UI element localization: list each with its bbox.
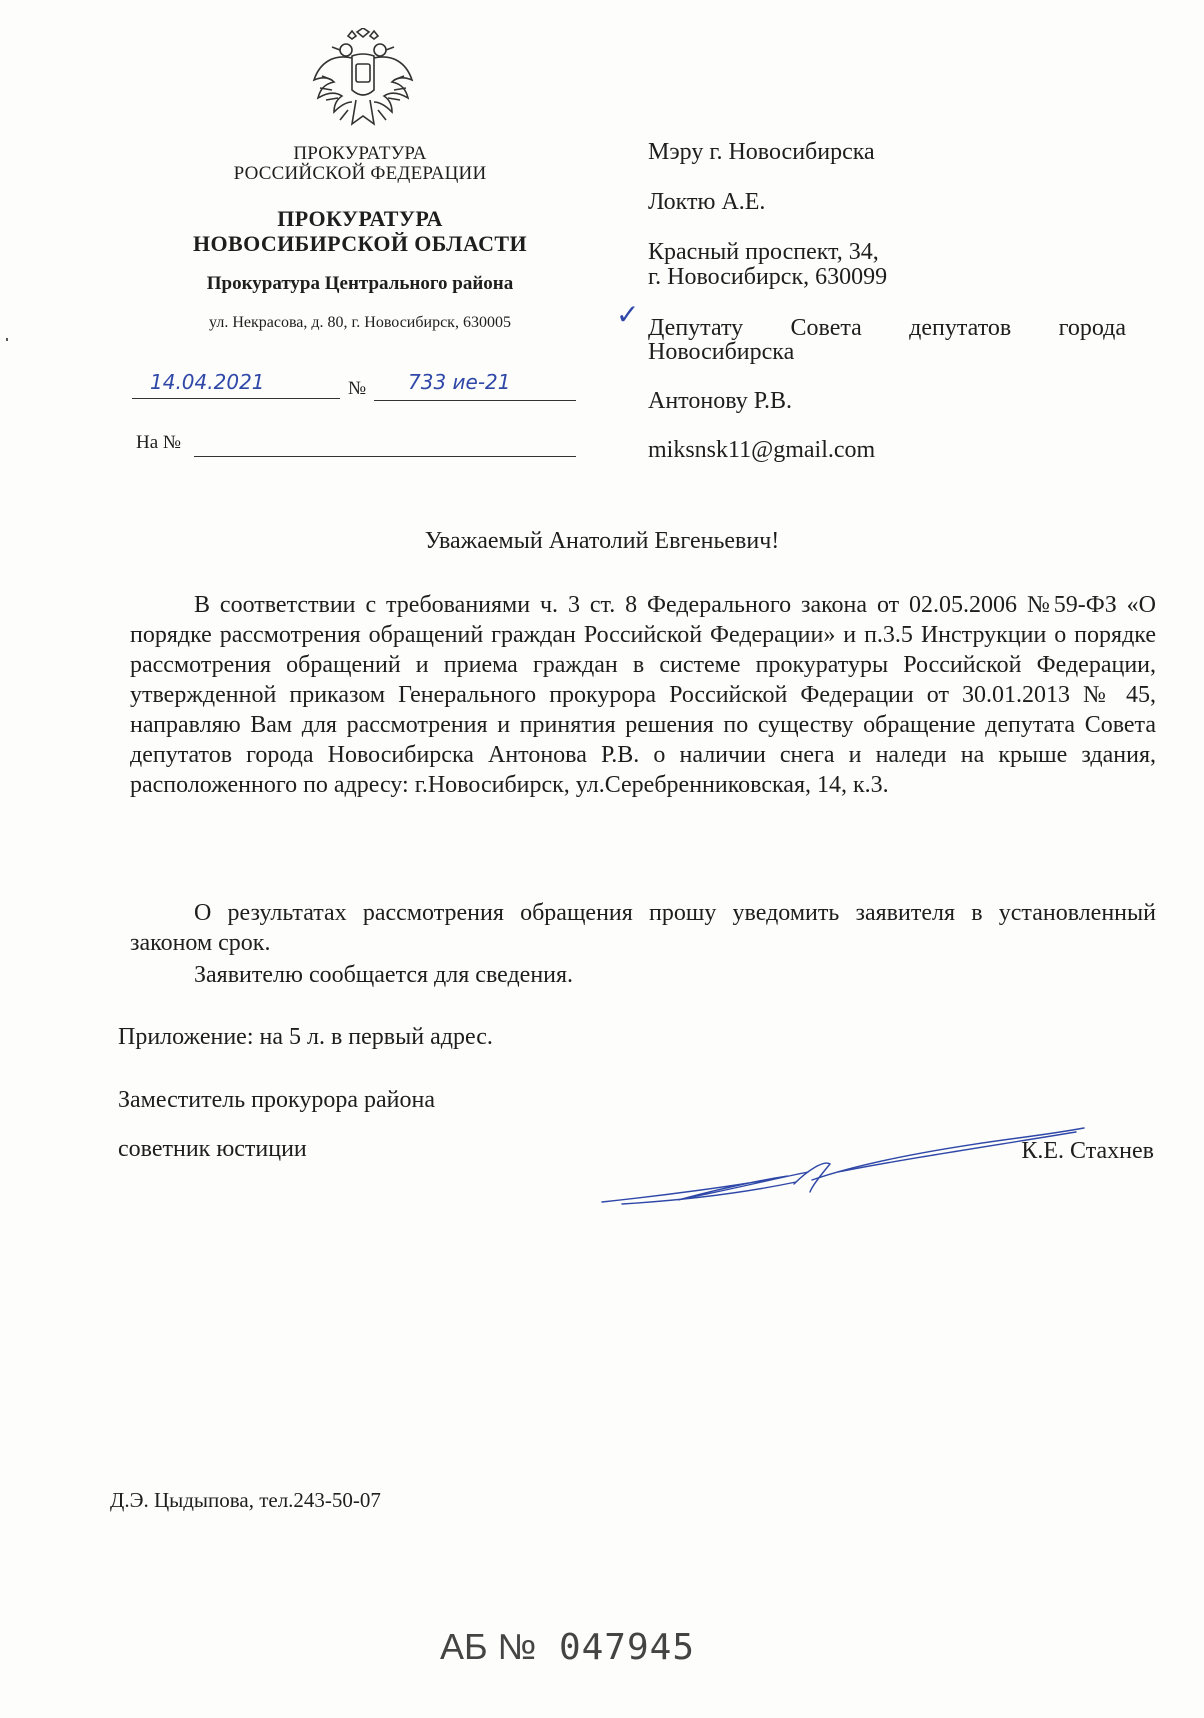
issuer-org-line1: ПРОКУРАТУРА <box>293 143 427 164</box>
coat-of-arms-icon <box>308 28 418 133</box>
issuer-regional <box>150 206 570 257</box>
recipient-email: miksnsk11@gmail.com <box>648 437 876 463</box>
checkmark-icon: ✓ <box>616 298 640 331</box>
body-paragraph-1 <box>130 590 1156 800</box>
salutation: Уважаемый Анатолий Евгеньевич! <box>424 528 780 554</box>
recipient-address-line2: г. Новосибирск, 630099 <box>648 264 888 290</box>
signatory-rank: советник юстиции <box>118 1136 307 1162</box>
handwritten-signature <box>598 1120 1088 1210</box>
issuer-regional-line1: ПРОКУРАТУРА <box>277 206 443 231</box>
issuer-address: ул. Некрасова, д. 80, г. Новосибирск, 630005 <box>209 314 511 331</box>
paragraph-text: Заявителю сообщается для сведения. <box>194 962 574 988</box>
body-paragraph-3 <box>130 960 1156 990</box>
recipient-deputy: Депутату Совета депутатов города <box>648 315 1126 341</box>
number-underline <box>374 400 576 401</box>
signatory-position: Заместитель прокурора района <box>118 1087 435 1113</box>
registration-number-label: № <box>348 378 367 399</box>
body-paragraph-2 <box>130 898 1156 958</box>
attachment-note: Приложение: на 5 л. в первый адрес. <box>118 1024 493 1050</box>
registration-date: 14.04.2021 <box>150 370 265 394</box>
form-number <box>440 1626 695 1668</box>
form-number-prefix: АБ № <box>440 1626 537 1667</box>
registration-number: 733 ие-21 <box>408 370 511 394</box>
reference-label: На № <box>136 432 182 453</box>
recipient-mayor-name: Локтю А.Е. <box>648 189 766 215</box>
recipient-mayor: Мэру г. Новосибирска <box>648 139 875 165</box>
margin-mark <box>6 338 8 341</box>
recipient-deputy-city: Новосибирска <box>648 339 795 365</box>
recipient-deputy-name: Антонову Р.В. <box>648 388 793 414</box>
issuer-org <box>150 144 570 184</box>
issuer-regional-line2: НОВОСИБИРСКОЙ ОБЛАСТИ <box>192 231 528 257</box>
signatory-name: К.Е. Стахнев <box>1021 1138 1154 1164</box>
form-number-digits: 047945 <box>558 1627 695 1668</box>
date-underline <box>132 398 340 399</box>
paragraph-text: В соответствии с требованиями ч. 3 ст. 8 Федерального закона от 02.05.2006 №59-ФЗ «О порядке рассмотрения обращений граждан Российской Федерации» и п.3.5 Инструкции о порядке рассмотрения обращений и приема граждан в системе прокуратуры Российской Федерации, утвержденной приказом Генерального прокурора Российской Федерации от 30.01.2013 № 45, направляю Вам для рассмотрения и принятия решения по существу обращение депутата Совета депутатов города Новосибирска Антонова Р.В. о наличии снега и наледи на крыше здания, расположенного по адресу: г.Новосибирск, ул.Серебренниковская, 14, к.3. <box>130 592 1156 798</box>
executor-contact: Д.Э. Цыдыпова, тел.243-50-07 <box>110 1488 381 1512</box>
paragraph-text: О результатах рассмотрения обращения прошу уведомить заявителя в установленный законом срок. <box>130 900 1156 956</box>
issuer-district: Прокуратура Центрального района <box>206 273 514 294</box>
recipient-address-line1: Красный проспект, 34, <box>648 239 879 265</box>
issuer-org-line2: РОССИЙСКОЙ ФЕДЕРАЦИИ <box>233 162 487 184</box>
reference-underline <box>194 456 576 457</box>
